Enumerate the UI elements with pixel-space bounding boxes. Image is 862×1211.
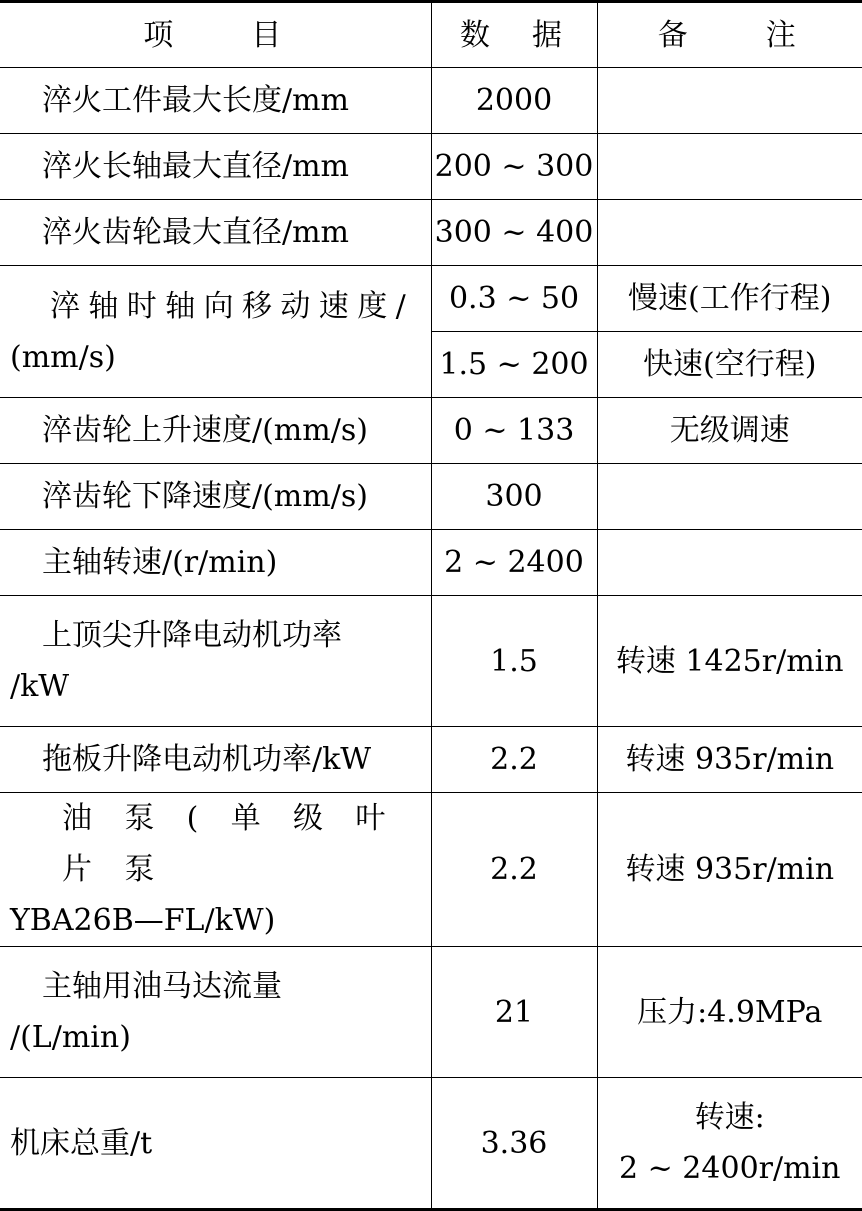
value-cell: 2000 — [431, 68, 597, 134]
table-row — [0, 727, 862, 793]
item-line: YBA26B—FL/kW) — [10, 895, 423, 946]
item-line: 上顶尖升降电动机功率 — [10, 610, 423, 661]
note-line: 转速: — [598, 1092, 862, 1143]
header-row — [0, 2, 862, 68]
value-cell: 3.36 — [431, 1078, 597, 1210]
item-cell: 淬齿轮上升速度/(mm/s) — [0, 398, 431, 464]
table-row — [0, 398, 862, 464]
item-cell — [0, 793, 431, 947]
table-row — [0, 266, 862, 332]
table-row — [0, 793, 862, 947]
item-line: /(L/min) — [10, 1012, 423, 1063]
value-cell: 0 ~ 133 — [431, 398, 597, 464]
value-cell: 2.2 — [431, 727, 597, 793]
value-cell: 21 — [431, 947, 597, 1078]
item-cell: 主轴转速/(r/min) — [0, 530, 431, 596]
value-cell: 300 ~ 400 — [431, 200, 597, 266]
item-cell — [0, 266, 431, 398]
item-line: /kW — [10, 661, 423, 712]
table-row — [0, 68, 862, 134]
note-cell — [597, 1078, 862, 1210]
note-cell: 压力:4.9MPa — [597, 947, 862, 1078]
item-cell — [0, 596, 431, 727]
header-note: 备 注 — [597, 2, 862, 68]
item-cell: 淬火长轴最大直径/mm — [0, 134, 431, 200]
table-row — [0, 947, 862, 1078]
note-cell — [597, 530, 862, 596]
note-cell — [597, 134, 862, 200]
note-cell: 慢速(工作行程) — [597, 266, 862, 332]
value-cell: 1.5 — [431, 596, 597, 727]
note-cell — [597, 200, 862, 266]
item-cell: 淬火齿轮最大直径/mm — [0, 200, 431, 266]
note-line: 2 ~ 2400r/min — [598, 1143, 862, 1194]
value-cell: 2.2 — [431, 793, 597, 947]
note-cell: 转速 935r/min — [597, 727, 862, 793]
item-line: 油 泵 ( 单 级 叶 片 泵 — [10, 793, 423, 895]
item-line: 淬轴时轴向移动速度/ — [10, 281, 423, 332]
table-row — [0, 200, 862, 266]
note-cell — [597, 68, 862, 134]
note-cell: 无级调速 — [597, 398, 862, 464]
item-cell — [0, 947, 431, 1078]
note-cell: 转速 935r/min — [597, 793, 862, 947]
value-cell: 200 ~ 300 — [431, 134, 597, 200]
value-cell: 2 ~ 2400 — [431, 530, 597, 596]
note-cell — [597, 464, 862, 530]
item-line: 主轴用油马达流量 — [10, 961, 423, 1012]
value-cell: 0.3 ~ 50 — [431, 266, 597, 332]
table-row — [0, 596, 862, 727]
item-line: (mm/s) — [10, 332, 423, 383]
table-row — [0, 134, 862, 200]
item-cell: 淬齿轮下降速度/(mm/s) — [0, 464, 431, 530]
table-row — [0, 530, 862, 596]
header-value: 数 据 — [431, 2, 597, 68]
item-cell: 机床总重/t — [0, 1078, 431, 1210]
note-cell: 快速(空行程) — [597, 332, 862, 398]
value-cell: 1.5 ~ 200 — [431, 332, 597, 398]
header-item: 项 目 — [0, 2, 431, 68]
item-cell: 拖板升降电动机功率/kW — [0, 727, 431, 793]
value-cell: 300 — [431, 464, 597, 530]
note-cell: 转速 1425r/min — [597, 596, 862, 727]
item-cell: 淬火工件最大长度/mm — [0, 68, 431, 134]
table-row — [0, 1078, 862, 1210]
table-row — [0, 464, 862, 530]
